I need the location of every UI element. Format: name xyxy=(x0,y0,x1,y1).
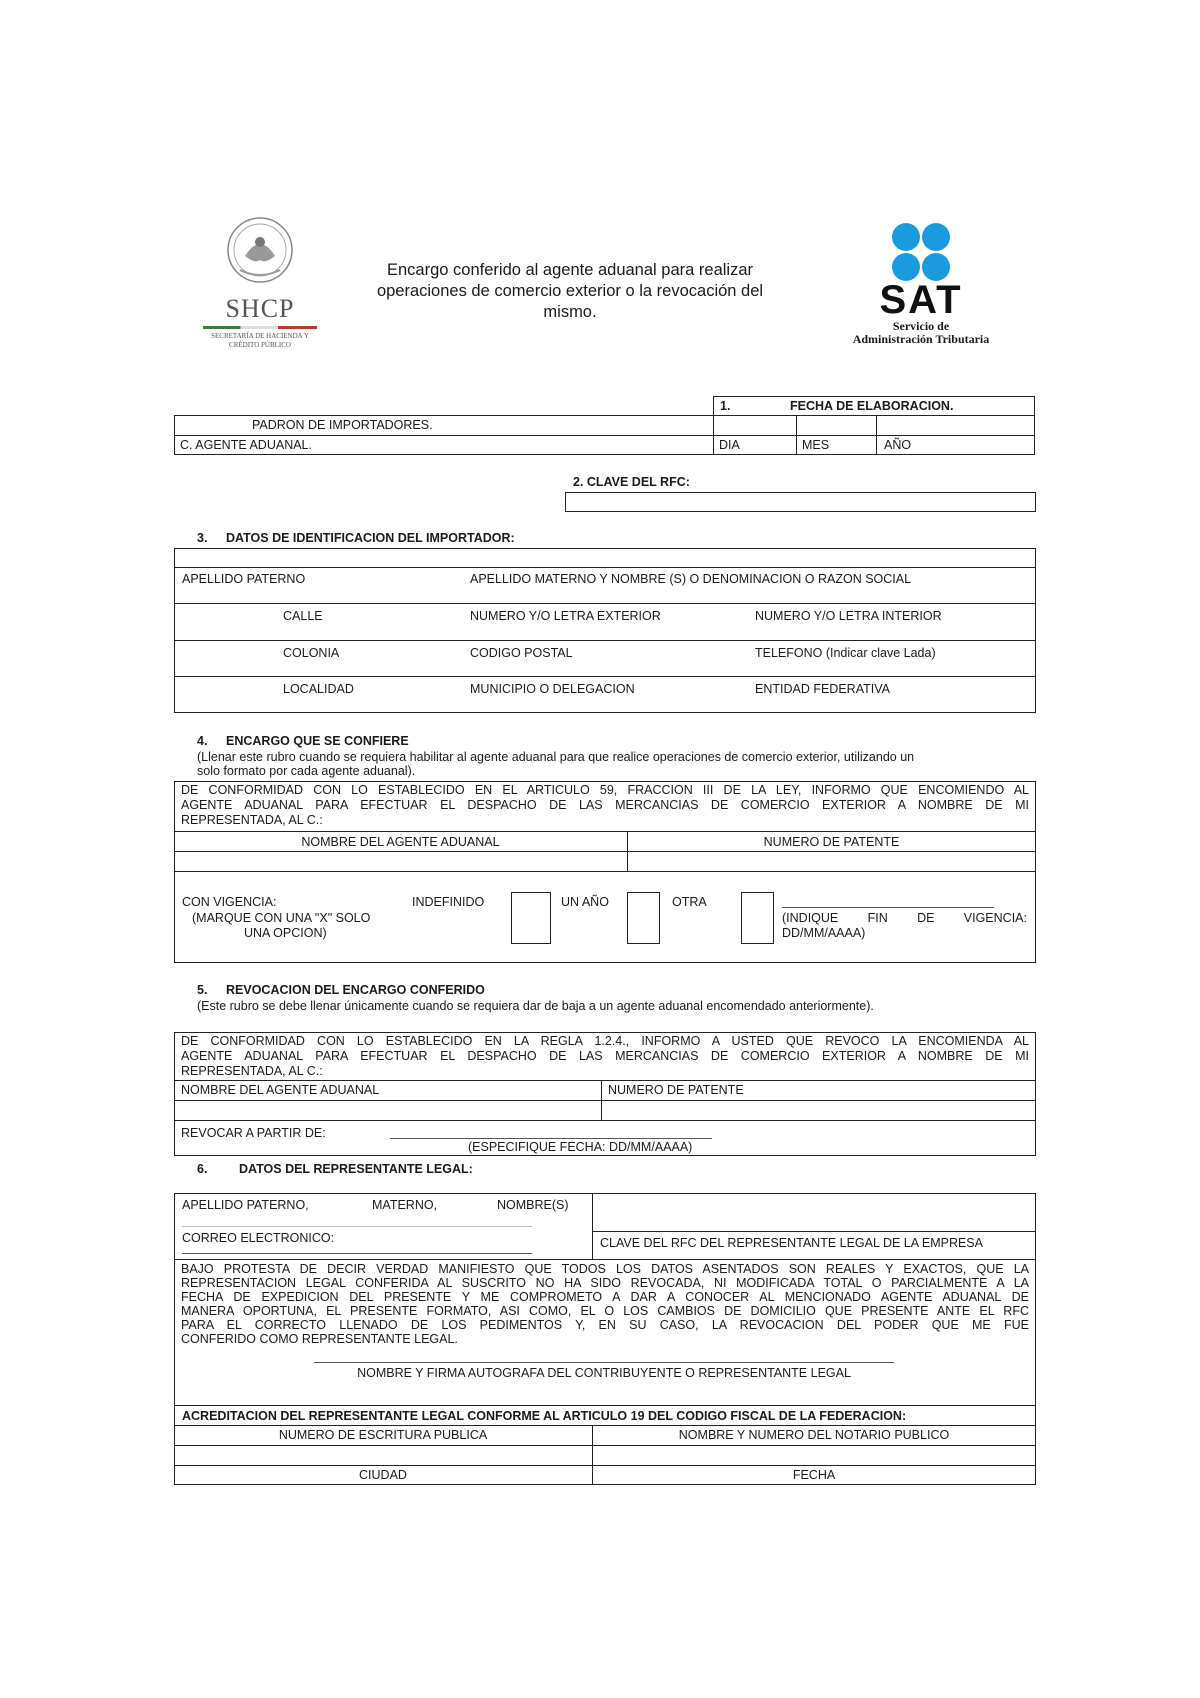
section-4-statement-3: REPRESENTADA, AL C.: xyxy=(181,813,323,827)
section-2-title: 2. CLAVE DEL RFC: xyxy=(573,475,690,489)
correo-label: CORREO ELECTRONICO: xyxy=(182,1231,335,1245)
protesta-line-4: MANERA OPORTUNA, EL PRESENTE FORMATO, ASI COMO, EL O LOS CAMBIOS DE DOMICILIO QUE PRESENTE ANTE EL RFC xyxy=(181,1304,1029,1318)
ciudad-field[interactable]: CIUDAD xyxy=(359,1468,407,1482)
fecha-field[interactable]: FECHA xyxy=(792,1468,836,1482)
sat-subtext-line-1: Servicio de xyxy=(892,319,950,333)
sat-subtext-line-2: Administración Tributaria xyxy=(852,332,990,346)
clave-rfc-input[interactable] xyxy=(565,492,1036,512)
protesta-line-5: PARA EL CORRECTO LLENADO DE LOS PEDIMENTOS Y, EN SU CASO, LA REVOCACION DEL PODER QUE ME FUE xyxy=(181,1318,1029,1332)
dia-field[interactable]: DIA xyxy=(719,438,740,452)
correo-line[interactable] xyxy=(182,1253,532,1254)
municipio-label: MUNICIPIO O DELEGACION xyxy=(470,682,635,696)
escritura-input[interactable] xyxy=(175,1446,591,1464)
nombre-agente-input[interactable] xyxy=(175,852,626,870)
protesta-line-3: FECHA DE EXPEDICION DEL PRESENTE Y ME COMPROMETO A DAR A CONOCER AL MENCIONADO AGENTE ADUANAL DE xyxy=(181,1290,1029,1304)
otra-checkbox[interactable] xyxy=(741,892,774,944)
section-4-number: 4. xyxy=(197,734,208,748)
otra-hint-2: DD/MM/AAAA) xyxy=(782,926,866,940)
firma-label: NOMBRE Y FIRMA AUTOGRAFA DEL CONTRIBUYENTE O REPRESENTANTE LEGAL xyxy=(357,1366,851,1380)
section-1-number: 1. xyxy=(720,399,731,413)
apellido-materno-label: APELLIDO MATERNO Y NOMBRE (S) O DENOMINACION O RAZON SOCIAL xyxy=(470,572,912,586)
telefono-label: TELEFONO (Indicar clave Lada) xyxy=(755,646,936,660)
section-4-instructions-1: (Llenar este rubro cuando se requiera habilitar al agente aduanal para que realice operaciones de comercio exterior, utilizando un xyxy=(197,750,915,764)
section-6-title: DATOS DEL REPRESENTANTE LEGAL: xyxy=(239,1162,473,1176)
shcp-logo-subtext: SECRETARÍA DE HACIENDA Y CRÉDITO PÚBLICO xyxy=(211,332,309,349)
nombre-agente-header: NOMBRE DEL AGENTE ADUANAL xyxy=(301,835,500,849)
numero-patente-header: NUMERO DE PATENTE xyxy=(763,835,900,849)
protesta-line-6: CONFERIDO COMO REPRESENTANTE LEGAL. xyxy=(181,1332,458,1346)
indefinido-checkbox[interactable] xyxy=(511,892,551,944)
notario-input[interactable] xyxy=(593,1446,1035,1464)
vigencia-label: CON VIGENCIA: xyxy=(182,895,277,909)
shcp-logo-text: SHCP xyxy=(225,294,295,323)
shcp-logo-rule xyxy=(203,326,317,329)
form-title-line-2: operaciones de comercio exterior o la revocación del xyxy=(376,282,764,300)
mexican-coat-of-arms-icon xyxy=(185,212,335,292)
anio-field[interactable]: AÑO xyxy=(884,438,912,452)
apellido-paterno-label: APELLIDO PATERNO xyxy=(182,572,306,586)
protesta-line-2: REPRESENTACION LEGAL CONFERIDA AL SUSCRITO NO HA SIDO REVOCADA, NI MODIFICADA TOTAL O PARCIALMENTE A LA xyxy=(181,1276,1029,1290)
rep-rfc-input[interactable] xyxy=(593,1194,1035,1230)
section-6-number: 6. xyxy=(197,1162,208,1176)
colonia-label: COLONIA xyxy=(283,646,340,660)
rep-nombres-label: NOMBRE(S) xyxy=(497,1198,569,1212)
rep-rfc-label: CLAVE DEL RFC DEL REPRESENTANTE LEGAL DE LA EMPRESA xyxy=(600,1236,983,1250)
notario-header: NOMBRE Y NUMERO DEL NOTARIO PUBLICO xyxy=(678,1428,950,1442)
un-anio-checkbox[interactable] xyxy=(627,892,660,944)
section-3-title: DATOS DE IDENTIFICACION DEL IMPORTADOR: xyxy=(226,531,515,545)
firma-line[interactable] xyxy=(314,1362,894,1363)
localidad-label: LOCALIDAD xyxy=(283,682,354,696)
vigencia-hint-2: UNA OPCION) xyxy=(244,926,327,940)
agente-aduanal-label: C. AGENTE ADUANAL. xyxy=(180,438,312,452)
mes-field[interactable]: MES xyxy=(802,438,830,452)
numero-exterior-label: NUMERO Y/O LETRA EXTERIOR xyxy=(470,609,661,623)
section-4-instructions-2: solo formato por cada agente aduanal). xyxy=(197,764,416,778)
revocacion-nombre-agente-header: NOMBRE DEL AGENTE ADUANAL xyxy=(181,1083,380,1097)
section-5-statement-2: AGENTE ADUANAL PARA EFECTUAR EL DESPACHO DE LAS MERCANCIAS DE COMERCIO EXTERIOR A NOMBRE DE MI xyxy=(181,1049,1029,1063)
section-5-statement-3: REPRESENTADA, AL C.: xyxy=(181,1064,323,1078)
entidad-label: ENTIDAD FEDERATIVA xyxy=(755,682,890,696)
revocar-fecha-hint: (ESPECIFIQUE FECHA: DD/MM/AAAA) xyxy=(468,1140,693,1154)
codigo-postal-label: CODIGO POSTAL xyxy=(470,646,573,660)
acreditacion-title: ACREDITACION DEL REPRESENTANTE LEGAL CONFORME AL ARTICULO 19 DEL CODIGO FISCAL DE LA FEDERACION: xyxy=(182,1409,907,1423)
numero-interior-label: NUMERO Y/O LETRA INTERIOR xyxy=(755,609,942,623)
rep-materno-label: MATERNO, xyxy=(372,1198,438,1212)
section-3-number: 3. xyxy=(197,531,208,545)
protesta-line-1: BAJO PROTESTA DE DECIR VERDAD MANIFIESTO QUE TODOS LOS DATOS ASENTADOS SON REALES Y EXACTOS, QUE LA xyxy=(181,1262,1029,1276)
otra-label: OTRA xyxy=(672,895,707,909)
padron-label: PADRON DE IMPORTADORES. xyxy=(252,418,433,432)
sat-logo xyxy=(830,222,1010,352)
indefinido-label: INDEFINIDO xyxy=(412,895,485,909)
form-title-line-1: Encargo conferido al agente aduanal para realizar xyxy=(387,261,753,279)
revocar-label: REVOCAR A PARTIR DE: xyxy=(181,1126,326,1140)
section-1-title: FECHA DE ELABORACION. xyxy=(790,399,954,413)
rep-nombre-line[interactable] xyxy=(182,1226,532,1227)
numero-patente-input[interactable] xyxy=(628,852,1035,870)
calle-label: CALLE xyxy=(283,609,323,623)
sat-logo-text: SAT xyxy=(879,278,963,322)
section-4-statement-1: DE CONFORMIDAD CON LO ESTABLECIDO EN EL ARTICULO 59, FRACCION III DE LA LEY, INFORMO QUE ENCOMIENDO AL xyxy=(181,783,1029,797)
section-5-number: 5. xyxy=(197,983,208,997)
escritura-header: NUMERO DE ESCRITURA PUBLICA xyxy=(278,1428,488,1442)
sat-dots-icon xyxy=(830,222,1010,284)
un-anio-label: UN AÑO xyxy=(561,895,609,909)
section-5-statement-1: DE CONFORMIDAD CON LO ESTABLECIDO EN LA REGLA 1.2.4., INFORMO A USTED QUE REVOCO LA ENCOMIENDA AL xyxy=(181,1034,1029,1048)
revocacion-numero-patente-header: NUMERO DE PATENTE xyxy=(608,1083,744,1097)
rep-apellido-paterno-label: APELLIDO PATERNO, xyxy=(182,1198,309,1212)
section-4-statement-2: AGENTE ADUANAL PARA EFECTUAR EL DESPACHO DE LAS MERCANCIAS DE COMERCIO EXTERIOR A NOMBRE DE MI xyxy=(181,798,1029,812)
otra-hint-1: (INDIQUE FIN DE VIGENCIA: xyxy=(782,911,1027,925)
section-5-instructions: (Este rubro se debe llenar únicamente cuando se requiera dar de baja a un agente aduanal encomendado anteriormente). xyxy=(197,999,874,1013)
fin-vigencia-line[interactable] xyxy=(782,907,994,908)
section-4-title: ENCARGO QUE SE CONFIERE xyxy=(226,734,409,748)
shcp-logo xyxy=(185,212,335,352)
revocacion-numero-patente-input[interactable] xyxy=(602,1101,1035,1119)
vigencia-hint-1: (MARQUE CON UNA "X" SOLO xyxy=(192,911,371,925)
form-title-line-3: mismo. xyxy=(543,303,597,321)
revocar-fecha-line[interactable] xyxy=(390,1138,712,1139)
section-5-title: REVOCACION DEL ENCARGO CONFERIDO xyxy=(226,983,485,997)
revocacion-nombre-agente-input[interactable] xyxy=(175,1101,600,1119)
